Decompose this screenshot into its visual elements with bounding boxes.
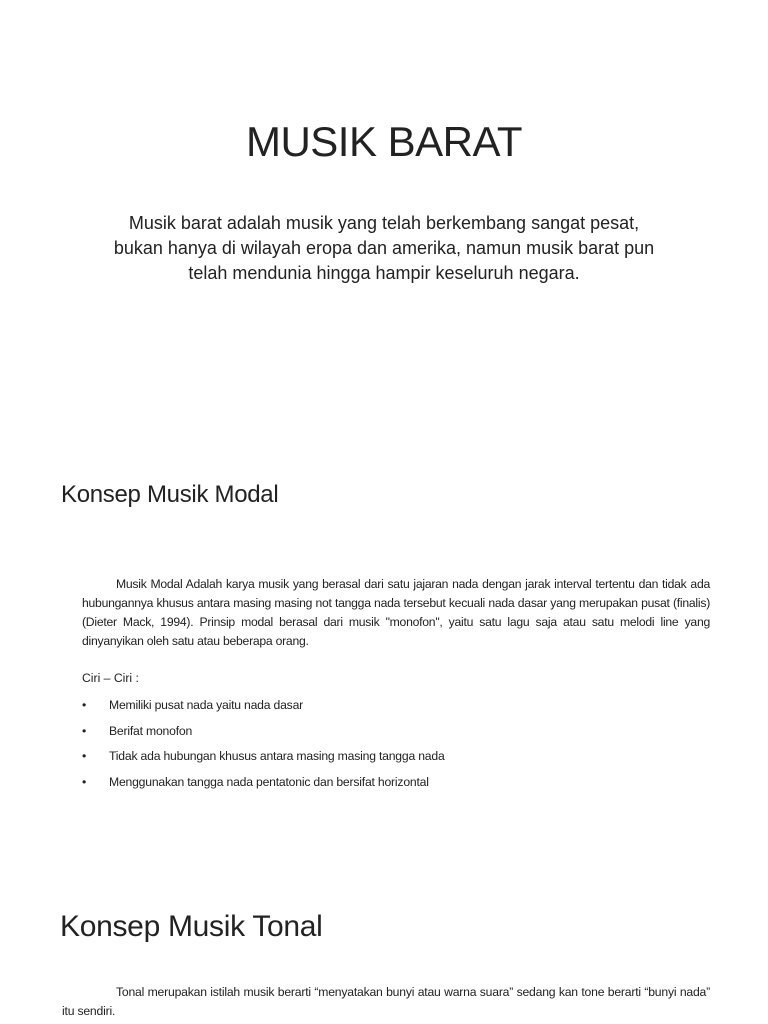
ciri-label: Ciri – Ciri :	[82, 671, 139, 685]
slide-title: MUSIK BARAT	[245, 118, 523, 165]
heading-konsep-musik-modal: Konsep Musik Modal	[61, 481, 279, 508]
heading-konsep-musik-tonal: Konsep Musik Tonal	[60, 910, 323, 943]
list-item: • Menggunakan tangga nada pentatonic dan bersifat horizontal	[82, 765, 445, 791]
list-item: • Berifat monofon	[82, 714, 445, 740]
paragraph-musik-modal: Musik Modal Adalah karya musik yang berasal dari satu jajaran nada dengan jarak interval tertentu dan tidak ada hubungannya khusus antara masing masing not tangga nada tersebut kecuali nada dasar yang merupakan pusat (finalis) (Dieter Mack, 1994). Prinsip modal berasal dari musik "monofon", yaitu satu lagu saja atau satu melodi line yang dinyanyikan oleh satu atau beberapa orang.	[82, 577, 710, 648]
slide-subtitle: Musik barat adalah musik yang telah berkembang sangat pesat, bukan hanya di wilayah eropa dan amerika, namun musik barat pun telah mendunia hingga hampir keseluruh negara.	[113, 213, 655, 283]
ciri-list	[82, 688, 445, 790]
list-item: • Memiliki pusat nada yaitu nada dasar	[82, 688, 445, 714]
paragraph-musik-tonal: Tonal merupakan istilah musik berarti “menyatakan bunyi atau warna suara” sedang kan tone berarti “bunyi nada” itu sendiri.	[62, 985, 710, 1018]
list-item: • Tidak ada hubungan khusus antara masing masing tangga nada	[82, 739, 445, 765]
